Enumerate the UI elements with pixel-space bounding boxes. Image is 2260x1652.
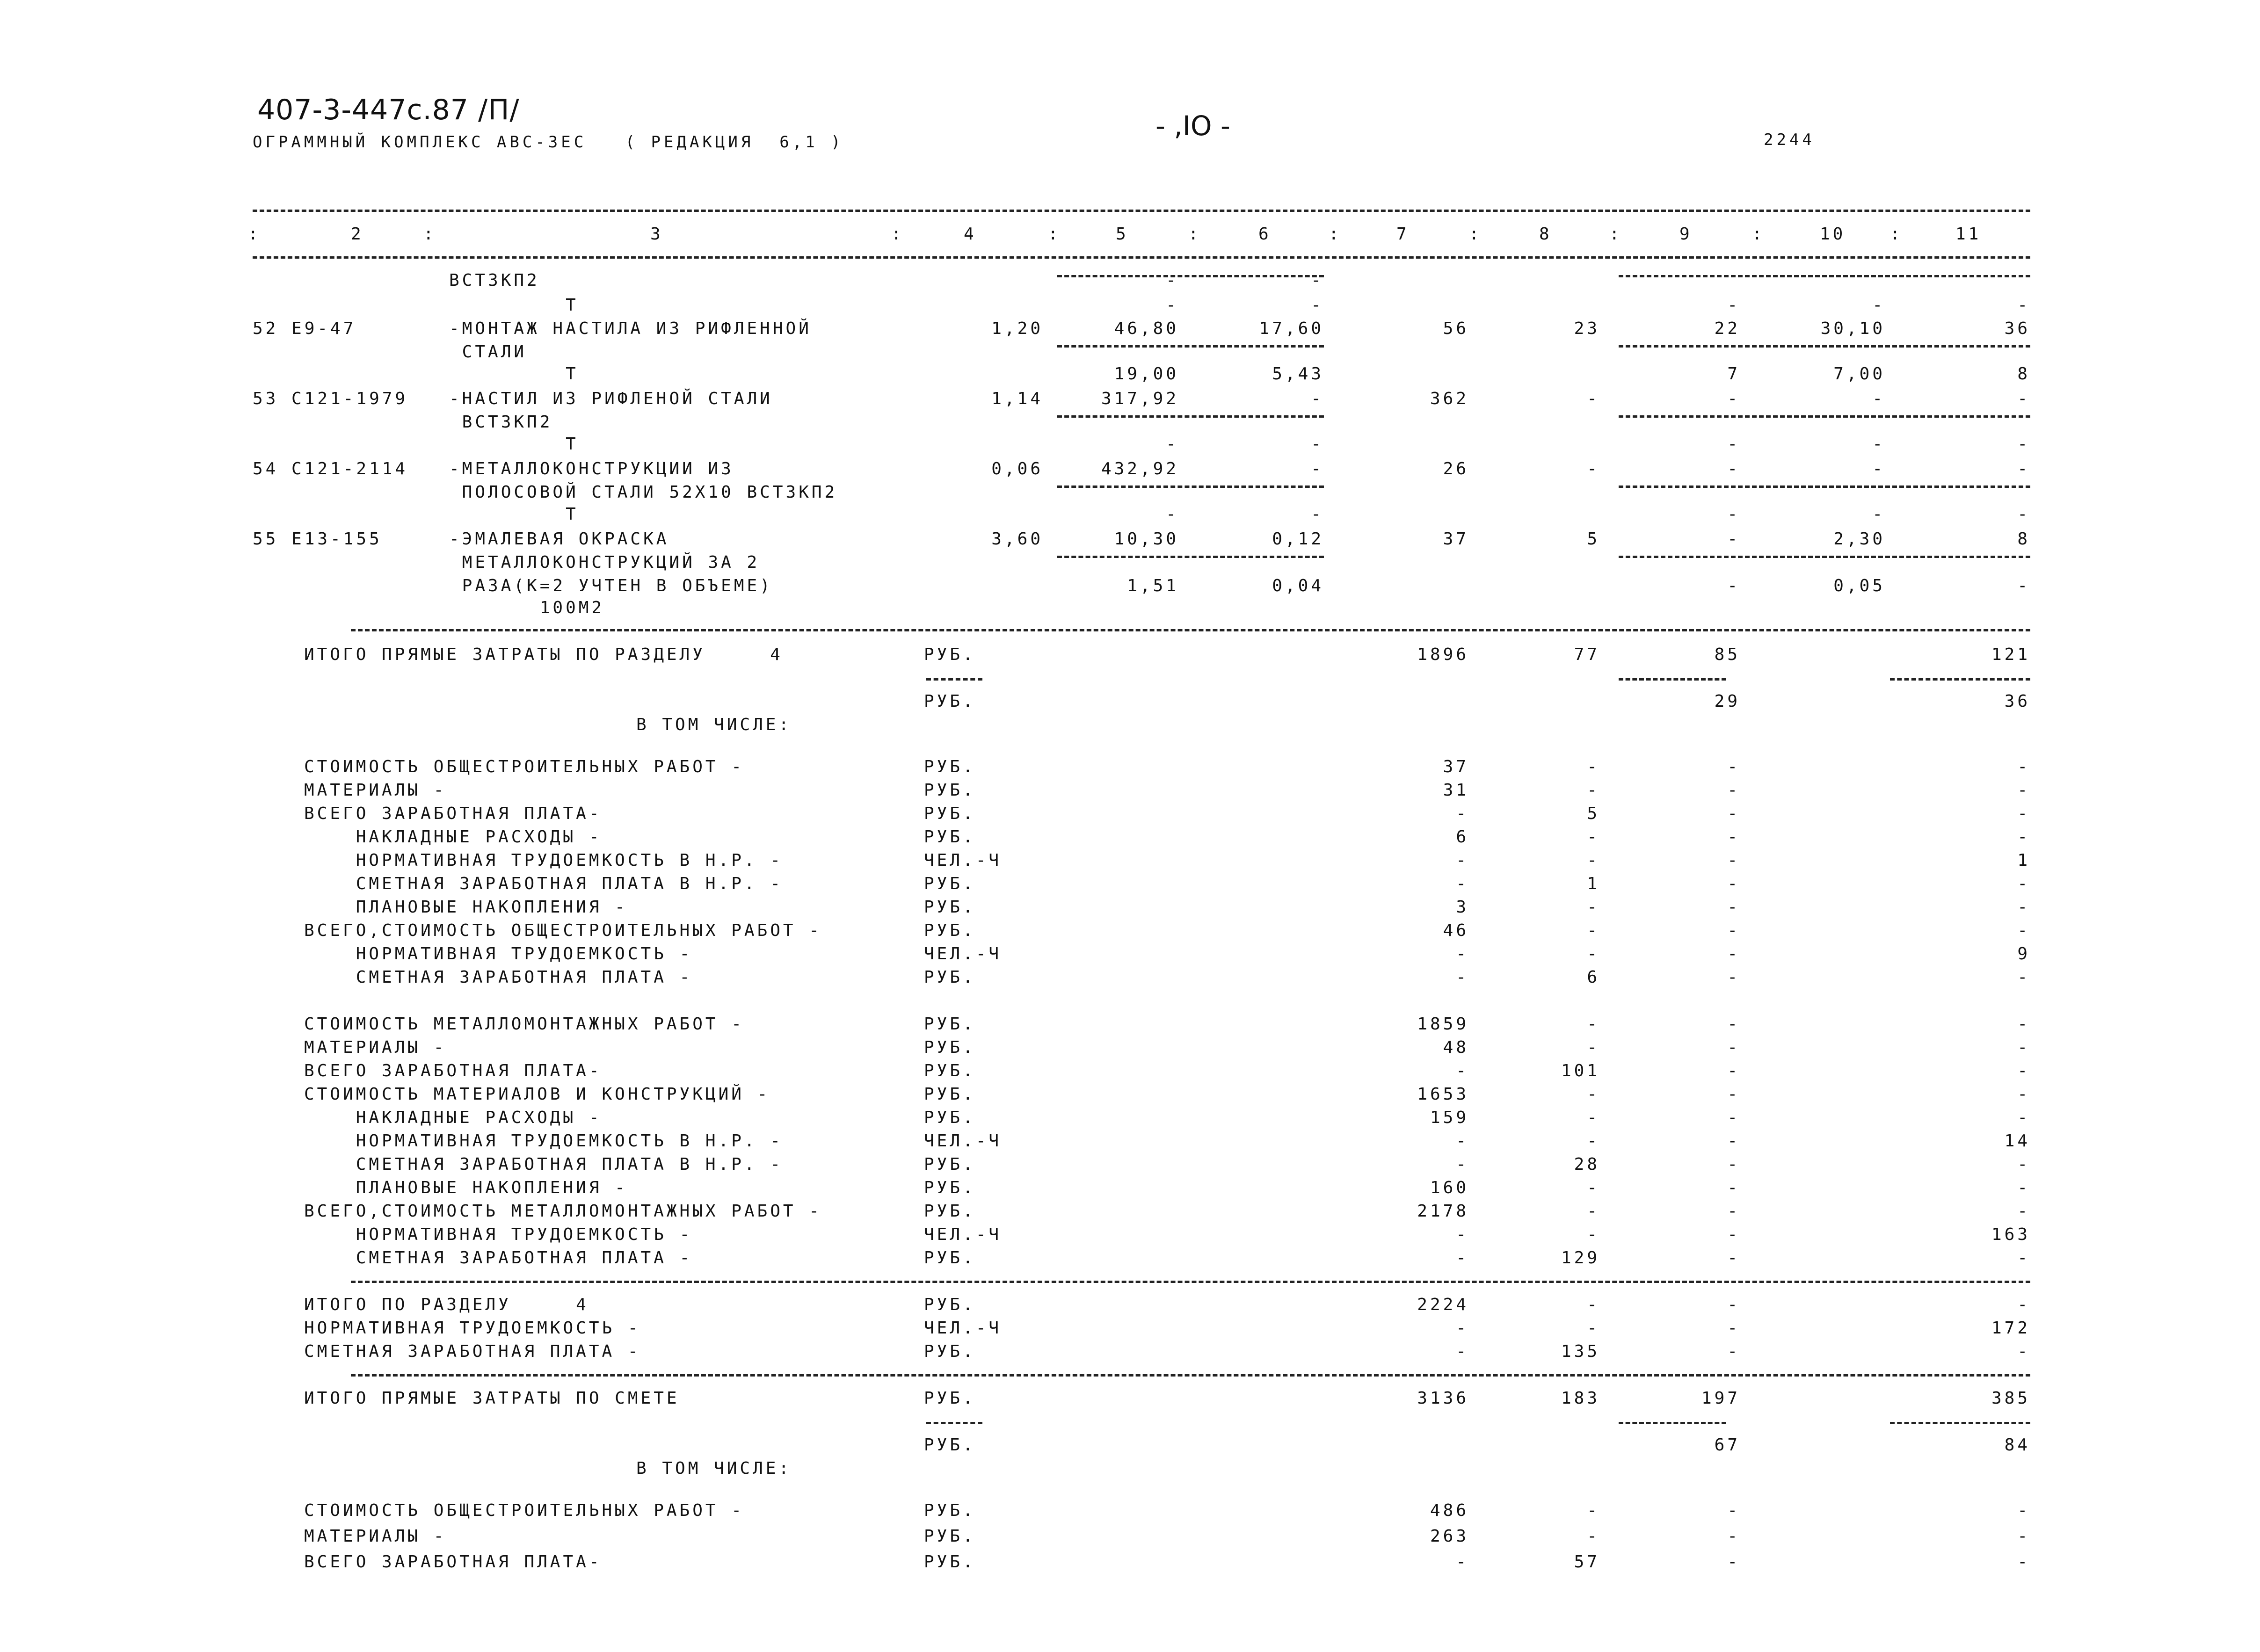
col-header-2: 2	[351, 225, 364, 244]
sub-rule	[1619, 556, 2030, 558]
total-wage-cell: -	[1587, 389, 1600, 408]
total-wage-cell: -	[1587, 1225, 1600, 1244]
sub-rule	[1619, 678, 1726, 681]
machine-cost-cell: -	[1727, 1248, 1740, 1268]
unit-cell: РУБ.	[924, 827, 976, 847]
total-cost-cell: 3136	[1417, 1389, 1469, 1408]
total-wage-cell: 77	[1574, 645, 1600, 664]
summary-label-cell: СТОИМОСТЬ МАТЕРИАЛОВ И КОНСТРУКЦИЙ -	[304, 1085, 770, 1104]
total-cost-cell: 1896	[1417, 645, 1469, 664]
total-cost-cell: -	[1456, 1225, 1469, 1244]
col-header-9: 9	[1679, 225, 1693, 244]
total-wage-cell: -	[1587, 1202, 1600, 1221]
total-cost-cell: -	[1456, 851, 1469, 870]
sub-rule	[1057, 556, 1324, 558]
total-cost-cell: 160	[1430, 1178, 1469, 1197]
unit-cost-cell: 432,92	[1101, 459, 1179, 478]
total-cost-cell: 1859	[1417, 1014, 1469, 1034]
unit-cost-cell: 10,30	[1114, 529, 1179, 549]
labor-per-unit-cell: -	[1872, 505, 1885, 524]
unit-wage-cell: -	[1311, 435, 1324, 454]
unit-cell: РУБ.	[924, 968, 976, 987]
summary-label-cell: СТОИМОСТЬ МЕТАЛЛОМОНТАЖНЫХ РАБОТ -	[304, 1014, 744, 1034]
summary-label-cell: СТОИМОСТЬ ОБЩЕСТРОИТЕЛЬНЫХ РАБОТ -	[304, 757, 744, 776]
unit-cell: РУБ.	[924, 1501, 976, 1520]
machine-cost-cell: -	[1727, 1552, 1740, 1572]
unit-cost-cell: 19,00	[1114, 364, 1179, 384]
machine-cost-cell: 7	[1727, 364, 1740, 384]
work-description-cell: РАЗА(К=2 УЧТЕН В ОБЪЕМЕ)	[449, 576, 773, 595]
machine-cost-cell: -	[1727, 1202, 1740, 1221]
summary-label-cell: НОРМАТИВНАЯ ТРУДОЕМКОСТЬ -	[304, 1225, 693, 1244]
page-id: 2244	[1764, 130, 1815, 149]
labor-per-unit-cell: 30,10	[1820, 319, 1885, 338]
col-header-11: 11	[1955, 225, 1982, 244]
machine-cost-cell: -	[1727, 827, 1740, 847]
total-wage-cell: -	[1587, 1038, 1600, 1057]
machine-cost-cell: -	[1727, 1061, 1740, 1080]
total-cost-cell: -	[1456, 1131, 1469, 1151]
unit-cell: ЧЕЛ.-Ч	[924, 944, 1002, 964]
total-wage-cell: 28	[1574, 1155, 1600, 1174]
item-code-cell: 52 Е9-47	[253, 319, 356, 338]
summary-label-cell: ПЛАНОВЫЕ НАКОПЛЕНИЯ -	[304, 1178, 628, 1197]
sub-rule	[1057, 345, 1324, 348]
total-cost-cell: 26	[1443, 459, 1469, 478]
section-rule	[351, 629, 2030, 631]
summary-label-cell: НОРМАТИВНАЯ ТРУДОЕМКОСТЬ -	[304, 944, 693, 964]
machine-cost-cell: 22	[1714, 319, 1740, 338]
sub-rule	[926, 1422, 982, 1424]
labor-total-cell: 9	[2017, 944, 2030, 964]
unit-cell: РУБ.	[924, 1155, 976, 1174]
total-cost-cell: -	[1456, 1319, 1469, 1338]
work-description-cell: -МОНТАЖ НАСТИЛА ИЗ РИФЛЕННОЙ	[449, 319, 812, 338]
total-wage-cell: 101	[1561, 1061, 1600, 1080]
machine-cost-cell: -	[1727, 1155, 1740, 1174]
labor-total-cell: -	[2017, 827, 2030, 847]
summary-label-cell: СМЕТНАЯ ЗАРАБОТНАЯ ПЛАТА В Н.Р. -	[304, 1155, 783, 1174]
total-wage-cell: -	[1587, 781, 1600, 800]
labor-total-cell: -	[2017, 505, 2030, 524]
summary-label-cell: СМЕТНАЯ ЗАРАБОТНАЯ ПЛАТА -	[304, 1342, 641, 1361]
machine-cost-cell: -	[1727, 1295, 1740, 1314]
machine-cost-cell: -	[1727, 874, 1740, 893]
summary-label-cell: ИТОГО ПРЯМЫЕ ЗАТРАТЫ ПО СМЕТЕ	[304, 1389, 680, 1408]
machine-cost-cell: -	[1727, 1319, 1740, 1338]
col-header-3: 3	[650, 225, 663, 244]
labor-total-cell: 1	[2017, 851, 2030, 870]
total-wage-cell: -	[1587, 1085, 1600, 1104]
summary-label-cell: ВСЕГО,СТОИМОСТЬ ОБЩЕСТРОИТЕЛЬНЫХ РАБОТ -	[304, 921, 822, 940]
labor-total-cell: 36	[2004, 692, 2030, 711]
subheading-cell: В ТОМ ЧИСЛЕ:	[636, 715, 792, 734]
summary-label-cell: ИТОГО ПО РАЗДЕЛУ 4	[304, 1295, 589, 1314]
labor-total-cell: -	[2017, 435, 2030, 454]
machine-cost-cell: -	[1727, 944, 1740, 964]
sub-rule	[926, 678, 982, 681]
summary-label-cell: МАТЕРИАЛЫ -	[304, 1038, 447, 1057]
total-cost-cell: 48	[1443, 1038, 1469, 1057]
work-description-cell: Т	[449, 296, 579, 315]
machine-cost-cell: -	[1727, 1131, 1740, 1151]
machine-cost-cell: -	[1727, 968, 1740, 987]
machine-cost-cell: -	[1727, 1038, 1740, 1057]
unit-cell: РУБ.	[924, 1248, 976, 1268]
machine-cost-cell: -	[1727, 296, 1740, 315]
total-cost-cell: -	[1456, 1155, 1469, 1174]
machine-cost-cell: -	[1727, 781, 1740, 800]
total-cost-cell: 362	[1430, 389, 1469, 408]
summary-label-cell: НОРМАТИВНАЯ ТРУДОЕМКОСТЬ В Н.Р. -	[304, 851, 783, 870]
labor-total-cell: -	[2017, 1155, 2030, 1174]
machine-cost-cell: -	[1727, 1108, 1740, 1127]
total-cost-cell: 2178	[1417, 1202, 1469, 1221]
machine-cost-cell: -	[1727, 1225, 1740, 1244]
labor-total-cell: -	[2017, 1295, 2030, 1314]
total-wage-cell: -	[1587, 1014, 1600, 1034]
summary-label-cell: ВСЕГО ЗАРАБОТНАЯ ПЛАТА-	[304, 1061, 602, 1080]
total-wage-cell: -	[1587, 1131, 1600, 1151]
total-wage-cell: -	[1587, 944, 1600, 964]
summary-label-cell: НОРМАТИВНАЯ ТРУДОЕМКОСТЬ В Н.Р. -	[304, 1131, 783, 1151]
labor-total-cell: -	[2017, 459, 2030, 478]
summary-label-cell: ПЛАНОВЫЕ НАКОПЛЕНИЯ -	[304, 898, 628, 917]
labor-per-unit-cell: -	[1872, 296, 1885, 315]
subheading-cell: В ТОМ ЧИСЛЕ:	[636, 1459, 792, 1478]
labor-total-cell: -	[2017, 576, 2030, 595]
labor-total-cell: 385	[1991, 1389, 2030, 1408]
document-code: 407-3-447с.87 /П/	[257, 94, 520, 126]
total-wage-cell: -	[1587, 1295, 1600, 1314]
labor-total-cell: -	[2017, 757, 2030, 776]
labor-total-cell: 84	[2004, 1435, 2030, 1455]
labor-total-cell: -	[2017, 781, 2030, 800]
sub-rule	[1057, 415, 1324, 418]
summary-label-cell: СМЕТНАЯ ЗАРАБОТНАЯ ПЛАТА В Н.Р. -	[304, 874, 783, 893]
total-wage-cell: -	[1587, 827, 1600, 847]
summary-label-cell: СМЕТНАЯ ЗАРАБОТНАЯ ПЛАТА -	[304, 1248, 693, 1268]
labor-total-cell: -	[2017, 1342, 2030, 1361]
total-wage-cell: 6	[1587, 968, 1600, 987]
machine-cost-cell: -	[1727, 1085, 1740, 1104]
unit-cell: РУБ.	[924, 645, 976, 664]
unit-wage-cell: 17,60	[1259, 319, 1324, 338]
sub-rule	[1619, 1422, 1726, 1424]
unit-cell: ЧЕЛ.-Ч	[924, 851, 1002, 870]
unit-cell: РУБ.	[924, 781, 976, 800]
summary-label-cell: ИТОГО ПРЯМЫЕ ЗАТРАТЫ ПО РАЗДЕЛУ 4	[304, 645, 783, 664]
total-cost-cell: -	[1456, 968, 1469, 987]
total-cost-cell: 56	[1443, 319, 1469, 338]
unit-wage-cell: 0,04	[1272, 576, 1324, 595]
summary-label-cell: ВСЕГО ЗАРАБОТНАЯ ПЛАТА-	[304, 804, 602, 823]
unit-cell: РУБ.	[924, 1389, 976, 1408]
sub-rule	[1057, 485, 1324, 488]
col-header-5: 5	[1116, 225, 1129, 244]
unit-cell: РУБ.	[924, 1552, 976, 1572]
page-number: - ,IO -	[1155, 110, 1230, 142]
section-rule	[351, 1281, 2030, 1283]
unit-wage-cell: -	[1311, 459, 1324, 478]
labor-total-cell: -	[2017, 921, 2030, 940]
machine-cost-cell: -	[1727, 389, 1740, 408]
header-rule-bottom	[253, 256, 2030, 259]
summary-label-cell: НАКЛАДНЫЕ РАСХОДЫ -	[304, 827, 602, 847]
summary-label-cell: ВСЕГО ЗАРАБОТНАЯ ПЛАТА-	[304, 1552, 602, 1572]
total-wage-cell: 23	[1574, 319, 1600, 338]
unit-cell: ЧЕЛ.-Ч	[924, 1319, 1002, 1338]
total-wage-cell: 57	[1574, 1552, 1600, 1572]
labor-total-cell: -	[2017, 1014, 2030, 1034]
col-header-4: 4	[964, 225, 977, 244]
unit-cell: РУБ.	[924, 1342, 976, 1361]
labor-per-unit-cell: -	[1872, 389, 1885, 408]
labor-total-cell: -	[2017, 1501, 2030, 1520]
machine-cost-cell: -	[1727, 505, 1740, 524]
machine-cost-cell: 197	[1701, 1389, 1740, 1408]
labor-total-cell: -	[2017, 874, 2030, 893]
summary-label-cell: МАТЕРИАЛЫ -	[304, 1527, 447, 1546]
total-wage-cell: 129	[1561, 1248, 1600, 1268]
total-wage-cell: 1	[1587, 874, 1600, 893]
total-cost-cell: 486	[1430, 1501, 1469, 1520]
total-cost-cell: -	[1456, 804, 1469, 823]
work-description-cell: Т	[449, 435, 579, 454]
sub-rule	[1619, 485, 2030, 488]
machine-cost-cell: -	[1727, 1014, 1740, 1034]
total-cost-cell: -	[1456, 944, 1469, 964]
labor-total-cell: -	[2017, 1178, 2030, 1197]
item-code-cell: 54 С121-2114	[253, 459, 408, 478]
summary-label-cell: НАКЛАДНЫЕ РАСХОДЫ -	[304, 1108, 602, 1127]
labor-per-unit-cell: 0,05	[1833, 576, 1885, 595]
machine-cost-cell: 67	[1714, 1435, 1740, 1455]
machine-cost-cell: -	[1727, 921, 1740, 940]
total-cost-cell: 37	[1443, 757, 1469, 776]
summary-label-cell: СТОИМОСТЬ ОБЩЕСТРОИТЕЛЬНЫХ РАБОТ -	[304, 1501, 744, 1520]
unit-cell: РУБ.	[924, 1108, 976, 1127]
work-description-cell: ВСТ3КП2	[449, 413, 553, 432]
unit-wage-cell: 0,12	[1272, 529, 1324, 549]
unit-cost-cell: -	[1166, 271, 1179, 290]
unit-cell: РУБ.	[924, 1202, 976, 1221]
labor-total-cell: -	[2017, 296, 2030, 315]
summary-label-cell: МАТЕРИАЛЫ -	[304, 781, 447, 800]
labor-total-cell: -	[2017, 1248, 2030, 1268]
unit-cell: ЧЕЛ.-Ч	[924, 1225, 1002, 1244]
unit-wage-cell: -	[1311, 271, 1324, 290]
total-cost-cell: 1653	[1417, 1085, 1469, 1104]
total-wage-cell: 5	[1587, 529, 1600, 549]
labor-total-cell: 172	[1991, 1319, 2030, 1338]
col-header-6: 6	[1258, 225, 1272, 244]
unit-wage-cell: -	[1311, 505, 1324, 524]
machine-cost-cell: -	[1727, 459, 1740, 478]
unit-cell: РУБ.	[924, 757, 976, 776]
machine-cost-cell: 29	[1714, 692, 1740, 711]
unit-cell: РУБ.	[924, 1061, 976, 1080]
total-cost-cell: 37	[1443, 529, 1469, 549]
total-wage-cell: -	[1587, 898, 1600, 917]
sub-rule	[1890, 1422, 2030, 1424]
labor-total-cell: -	[2017, 898, 2030, 917]
sub-rule	[1619, 415, 2030, 418]
quantity-cell: 3,60	[991, 529, 1043, 549]
labor-total-cell: -	[2017, 1552, 2030, 1572]
work-description-cell: ПОЛОСОВОЙ СТАЛИ 52Х10 ВСТ3КП2	[449, 483, 838, 502]
total-wage-cell: -	[1587, 851, 1600, 870]
col-header-8: 8	[1539, 225, 1552, 244]
total-cost-cell: -	[1456, 1552, 1469, 1572]
machine-cost-cell: -	[1727, 1178, 1740, 1197]
unit-cell: РУБ.	[924, 1527, 976, 1546]
machine-cost-cell: 85	[1714, 645, 1740, 664]
unit-cost-cell: 1,51	[1127, 576, 1179, 595]
unit-cell: РУБ.	[924, 1295, 976, 1314]
labor-per-unit-cell: 2,30	[1833, 529, 1885, 549]
unit-cost-cell: 317,92	[1101, 389, 1179, 408]
unit-cell: ЧЕЛ.-Ч	[924, 1131, 1002, 1151]
machine-cost-cell: -	[1727, 1342, 1740, 1361]
total-wage-cell: -	[1587, 1319, 1600, 1338]
labor-total-cell: -	[2017, 1061, 2030, 1080]
work-description-cell: 100М2	[449, 598, 605, 617]
total-wage-cell: -	[1587, 757, 1600, 776]
unit-cell: РУБ.	[924, 804, 976, 823]
summary-label-cell: НОРМАТИВНАЯ ТРУДОЕМКОСТЬ -	[304, 1319, 641, 1338]
unit-cell: РУБ.	[924, 1435, 976, 1455]
machine-cost-cell: -	[1727, 1527, 1740, 1546]
machine-cost-cell: -	[1727, 898, 1740, 917]
section-rule	[351, 1374, 2030, 1377]
labor-total-cell: -	[2017, 1202, 2030, 1221]
machine-cost-cell: -	[1727, 576, 1740, 595]
col-header-7: 7	[1396, 225, 1410, 244]
total-cost-cell: 263	[1430, 1527, 1469, 1546]
labor-total-cell: -	[2017, 389, 2030, 408]
total-wage-cell: -	[1587, 921, 1600, 940]
sub-rule	[1890, 678, 2030, 681]
sub-rule	[1057, 275, 1324, 277]
unit-cost-cell: -	[1166, 505, 1179, 524]
col-header-10: 10	[1820, 225, 1846, 244]
unit-cell: РУБ.	[924, 692, 976, 711]
total-cost-cell: -	[1456, 1342, 1469, 1361]
quantity-cell: 1,20	[991, 319, 1043, 338]
total-cost-cell: 31	[1443, 781, 1469, 800]
total-wage-cell: -	[1587, 1501, 1600, 1520]
total-cost-cell: 159	[1430, 1108, 1469, 1127]
labor-total-cell: 14	[2004, 1131, 2030, 1151]
unit-cost-cell: -	[1166, 435, 1179, 454]
unit-cell: РУБ.	[924, 921, 976, 940]
total-cost-cell: -	[1456, 874, 1469, 893]
machine-cost-cell: -	[1727, 1501, 1740, 1520]
work-description-cell: ВСТ3КП2	[449, 271, 540, 290]
work-description-cell: -НАСТИЛ ИЗ РИФЛЕНОЙ СТАЛИ	[449, 389, 773, 408]
work-description-cell: -ЭМАЛЕВАЯ ОКРАСКА	[449, 529, 669, 549]
item-code-cell: 53 С121-1979	[253, 389, 408, 408]
total-wage-cell: 135	[1561, 1342, 1600, 1361]
labor-total-cell: -	[2017, 804, 2030, 823]
labor-total-cell: -	[2017, 968, 2030, 987]
labor-total-cell: -	[2017, 1085, 2030, 1104]
labor-per-unit-cell: -	[1872, 459, 1885, 478]
total-cost-cell: 46	[1443, 921, 1469, 940]
labor-total-cell: -	[2017, 1108, 2030, 1127]
total-wage-cell: 183	[1561, 1389, 1600, 1408]
labor-per-unit-cell: -	[1872, 435, 1885, 454]
unit-wage-cell: -	[1311, 389, 1324, 408]
total-cost-cell: -	[1456, 1248, 1469, 1268]
summary-label-cell: ВСЕГО,СТОИМОСТЬ МЕТАЛЛОМОНТАЖНЫХ РАБОТ -	[304, 1202, 822, 1221]
total-cost-cell: -	[1456, 1061, 1469, 1080]
work-description-cell: МЕТАЛЛОКОНСТРУКЦИЙ ЗА 2	[449, 553, 760, 572]
total-wage-cell: -	[1587, 1108, 1600, 1127]
work-description-cell: Т	[449, 505, 579, 524]
total-wage-cell: 5	[1587, 804, 1600, 823]
sub-rule	[1619, 345, 2030, 348]
labor-per-unit-cell: 7,00	[1833, 364, 1885, 384]
unit-cell: РУБ.	[924, 898, 976, 917]
unit-cost-cell: 46,80	[1114, 319, 1179, 338]
machine-cost-cell: -	[1727, 435, 1740, 454]
unit-cell: РУБ.	[924, 1038, 976, 1057]
unit-cost-cell: -	[1166, 296, 1179, 315]
total-wage-cell: -	[1587, 1527, 1600, 1546]
labor-total-cell: 8	[2017, 529, 2030, 549]
program-title: ОГРАММНЫЙ КОМПЛЕКС АВС-3ЕС ( РЕДАКЦИЯ 6,1 )	[253, 133, 844, 152]
total-wage-cell: -	[1587, 459, 1600, 478]
unit-cell: РУБ.	[924, 1085, 976, 1104]
summary-label-cell: СМЕТНАЯ ЗАРАБОТНАЯ ПЛАТА -	[304, 968, 693, 987]
machine-cost-cell: -	[1727, 804, 1740, 823]
item-code-cell: 55 Е13-155	[253, 529, 382, 549]
unit-cell: РУБ.	[924, 1178, 976, 1197]
unit-cell: РУБ.	[924, 1014, 976, 1034]
total-wage-cell: -	[1587, 1178, 1600, 1197]
quantity-cell: 1,14	[991, 389, 1043, 408]
unit-wage-cell: -	[1311, 296, 1324, 315]
labor-total-cell: -	[2017, 1527, 2030, 1546]
total-cost-cell: 3	[1456, 898, 1469, 917]
labor-total-cell: 8	[2017, 364, 2030, 384]
labor-total-cell: 36	[2004, 319, 2030, 338]
machine-cost-cell: -	[1727, 529, 1740, 549]
machine-cost-cell: -	[1727, 851, 1740, 870]
work-description-cell: Т	[449, 364, 579, 384]
work-description-cell: СТАЛИ	[449, 342, 527, 362]
quantity-cell: 0,06	[991, 459, 1043, 478]
labor-total-cell: 121	[1991, 645, 2030, 664]
unit-cell: РУБ.	[924, 874, 976, 893]
header-rule-top	[253, 210, 2030, 212]
work-description-cell: -МЕТАЛЛОКОНСТРУКЦИИ ИЗ	[449, 459, 734, 478]
unit-wage-cell: 5,43	[1272, 364, 1324, 384]
labor-total-cell: -	[2017, 1038, 2030, 1057]
total-cost-cell: 2224	[1417, 1295, 1469, 1314]
machine-cost-cell: -	[1727, 757, 1740, 776]
labor-total-cell: 163	[1991, 1225, 2030, 1244]
sub-rule	[1619, 275, 2030, 277]
total-cost-cell: 6	[1456, 827, 1469, 847]
